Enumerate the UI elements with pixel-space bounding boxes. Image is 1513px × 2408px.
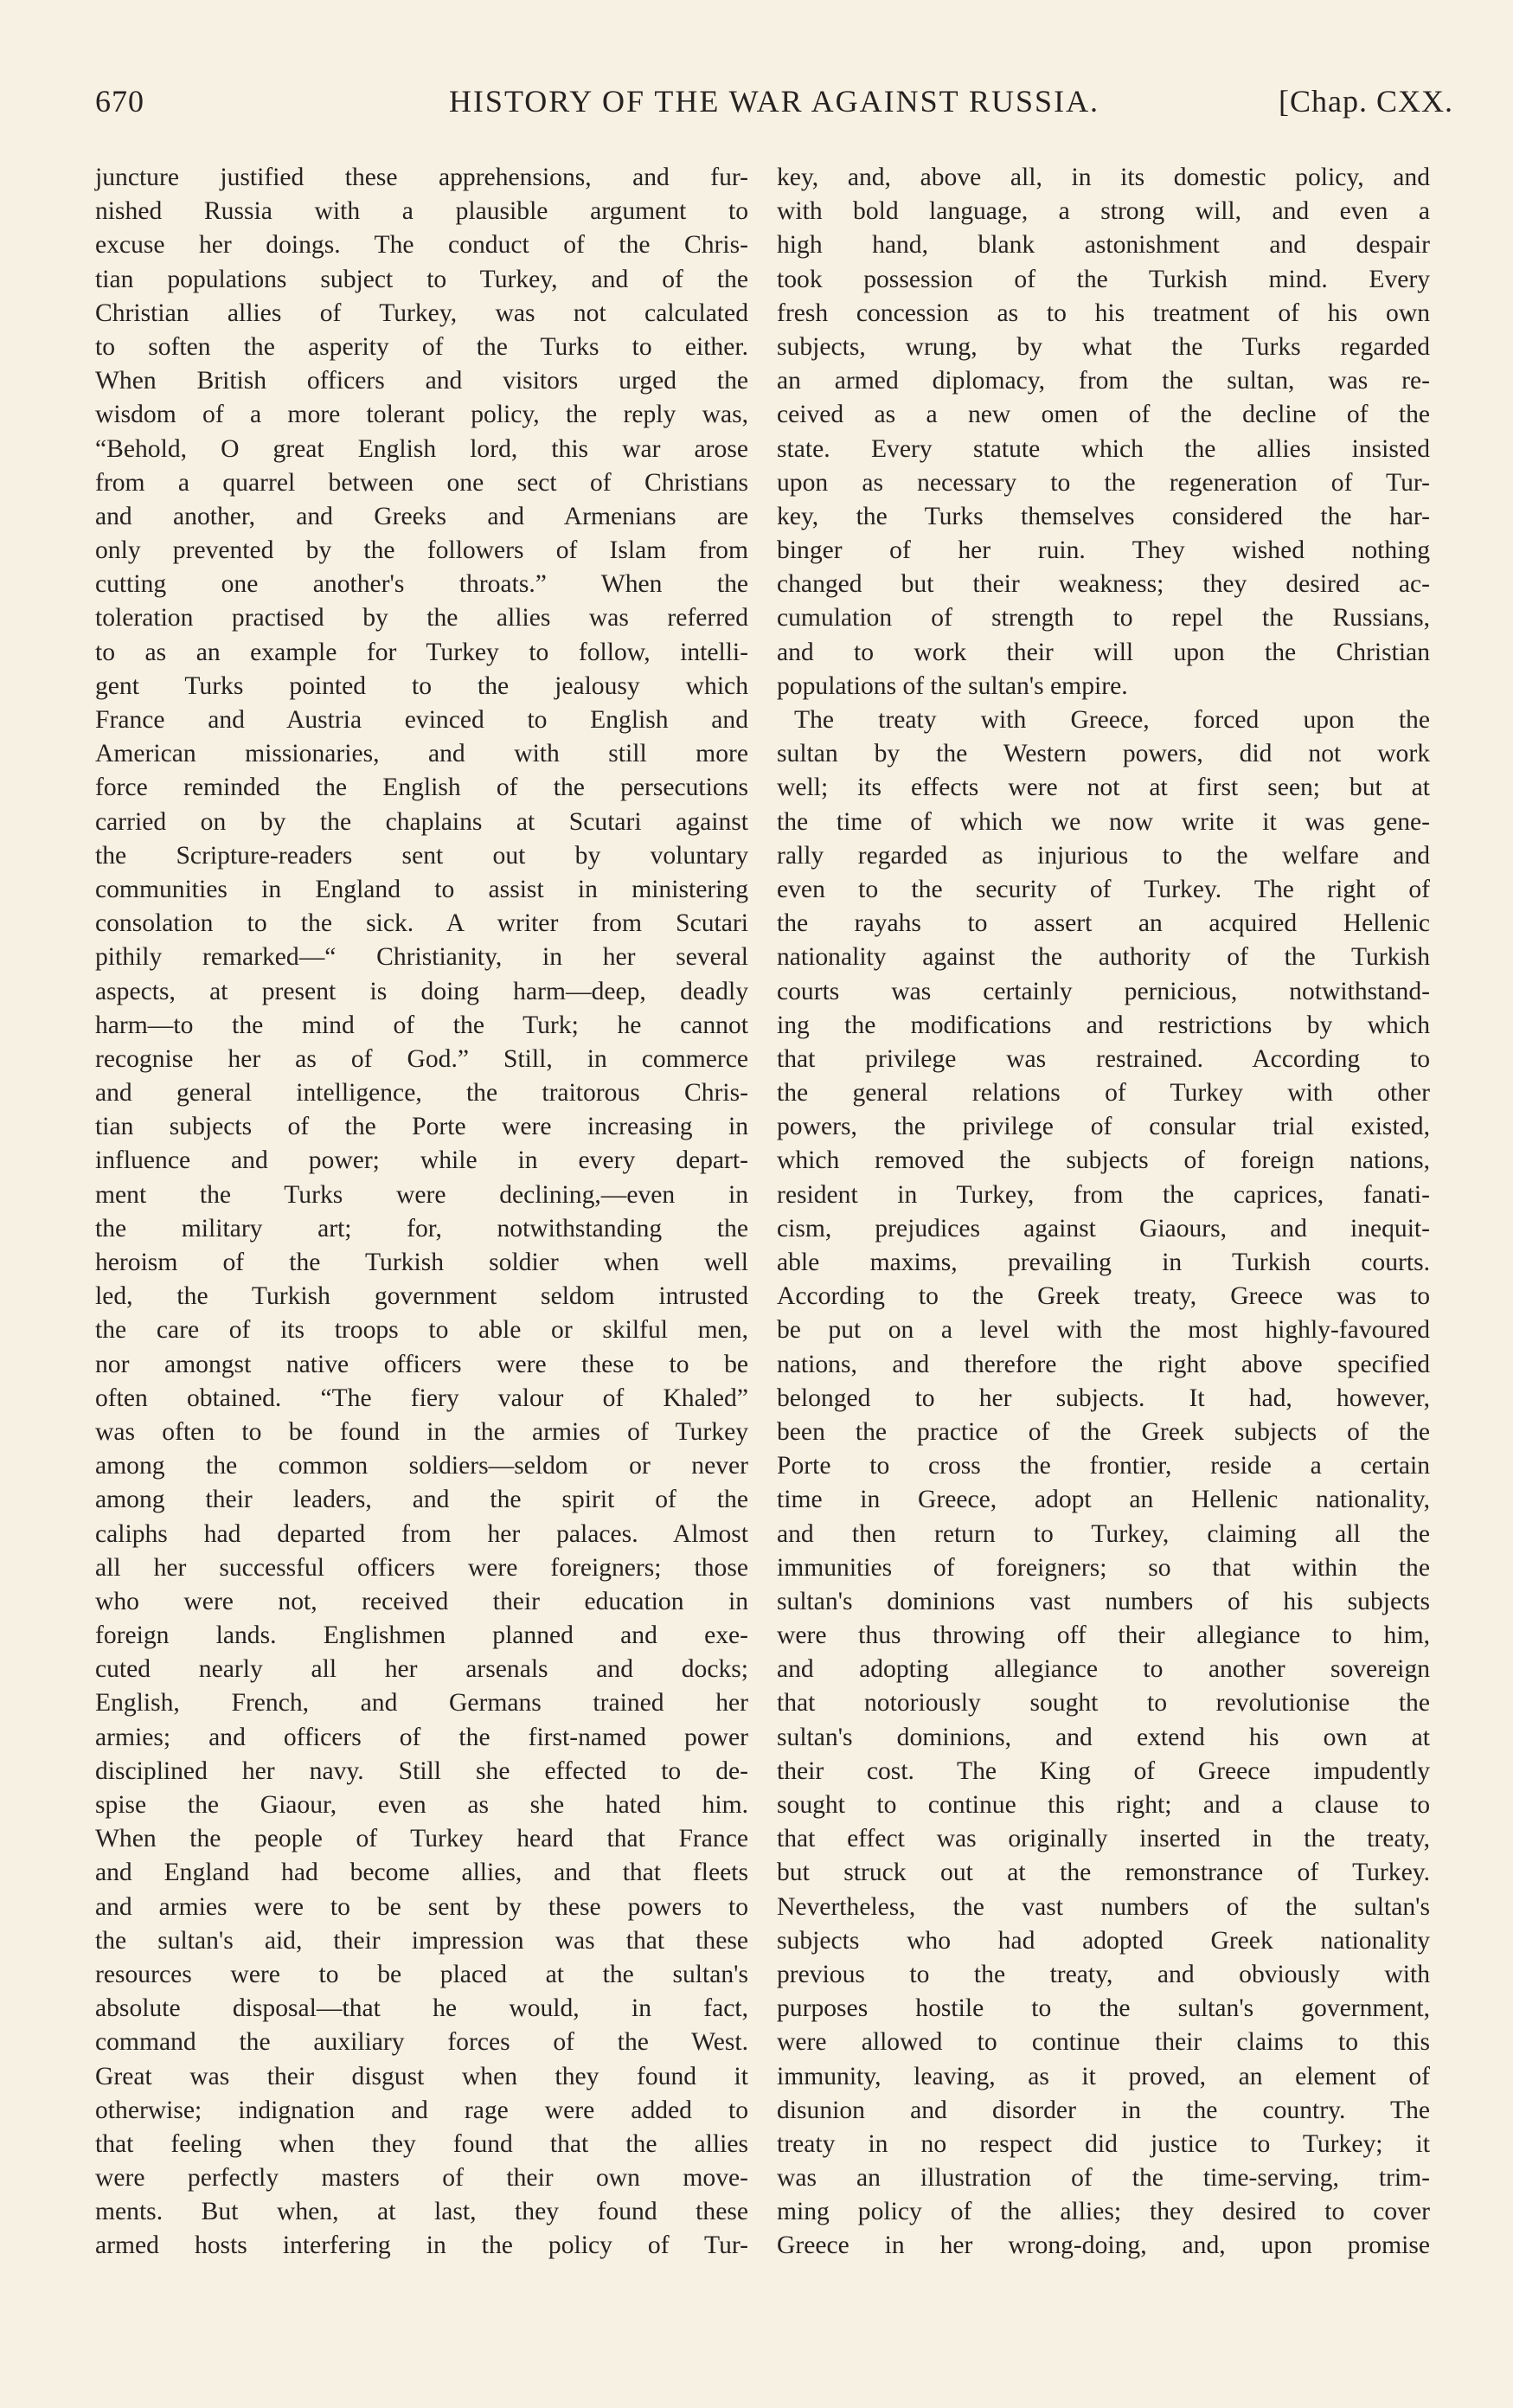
- text-line: were thus throwing off their allegiance to him,: [777, 1621, 1430, 1650]
- text-line: otherwise; indignation and rage were added to: [95, 2096, 748, 2124]
- text-line: subjects, wrung, by what the Turks regarded: [777, 332, 1430, 361]
- text-line: were allowed to continue their claims to this: [777, 2028, 1430, 2057]
- text-line: When the people of Turkey heard that France: [95, 1825, 748, 1853]
- text-line: foreign lands. Englishmen planned and exe-: [95, 1621, 748, 1650]
- text-line: but struck out at the remonstrance of Turkey.: [777, 1859, 1430, 1887]
- text-line: all her successful officers were foreigners; those: [95, 1553, 748, 1582]
- running-title: HISTORY OF THE WAR AGAINST RUSSIA.: [448, 84, 1100, 119]
- text-line: nished Russia with a plausible argument to: [95, 197, 748, 226]
- text-line: disunion and disorder in the country. The: [777, 2096, 1430, 2124]
- chapter-label: [Chap. CXX.: [1279, 84, 1453, 119]
- text-line: previous to the treaty, and obviously with: [777, 1960, 1430, 1988]
- text-line: took possession of the Turkish mind. Every: [777, 265, 1430, 293]
- text-line: tian subjects of the Porte were increasing in: [95, 1113, 748, 1141]
- text-line: the time of which we now write it was gene-: [777, 807, 1430, 836]
- text-line: and general intelligence, the traitorous Chris-: [95, 1079, 748, 1108]
- text-line: high hand, blank astonishment and despair: [777, 231, 1430, 260]
- text-line: even to the security of Turkey. The right of: [777, 875, 1430, 903]
- text-line: According to the Greek treaty, Greece was to: [777, 1282, 1430, 1311]
- text-line: immunity, leaving, as it proved, an element of: [777, 2062, 1430, 2090]
- text-line: sought to continue this right; and a clause to: [777, 1791, 1430, 1819]
- text-line: the general relations of Turkey with other: [777, 1079, 1430, 1108]
- text-line: that effect was originally inserted in the treaty,: [777, 1825, 1430, 1853]
- text-line: command the auxiliary forces of the West.: [95, 2028, 748, 2057]
- text-line: rally regarded as injurious to the welfare and: [777, 841, 1430, 870]
- text-line: cism, prejudices against Giaours, and inequit-: [777, 1214, 1430, 1243]
- text-line: among their leaders, and the spirit of the: [95, 1486, 748, 1514]
- text-line: force reminded the English of the persecutions: [95, 774, 748, 802]
- text-line: and to work their will upon the Christian: [777, 638, 1430, 666]
- text-line: harm—to the mind of the Turk; he cannot: [95, 1011, 748, 1039]
- text-line: treaty in no respect did justice to Turkey; it: [777, 2129, 1430, 2158]
- text-line: key, and, above all, in its domestic policy, and: [777, 164, 1430, 191]
- text-line: Nevertheless, the vast numbers of the sultan's: [777, 1892, 1430, 1921]
- text-line: excuse her doings. The conduct of the Chris-: [95, 231, 748, 260]
- text-line: resident in Turkey, from the caprices, fanati-: [777, 1180, 1430, 1209]
- text-line: Great was their disgust when they found it: [95, 2062, 748, 2090]
- text-line: powers, the privilege of consular trial existed,: [777, 1113, 1430, 1141]
- text-line: was often to be found in the armies of Turkey: [95, 1417, 748, 1446]
- text-line: armed hosts interfering in the policy of Tur-: [95, 2231, 748, 2260]
- text-line: was an illustration of the time-serving, trim-: [777, 2164, 1430, 2193]
- text-line: immunities of foreigners; so that within the: [777, 1553, 1430, 1582]
- text-line: with bold language, a strong will, and even a: [777, 197, 1430, 226]
- text-line: that privilege was restrained. According to: [777, 1044, 1430, 1073]
- text-line: binger of her ruin. They wished nothing: [777, 536, 1430, 565]
- text-line: The treaty with Greece, forced upon the: [794, 706, 1430, 734]
- text-line: state. Every statute which the allies insisted: [777, 434, 1430, 463]
- text-line: the rayahs to assert an acquired Hellenic: [777, 909, 1430, 938]
- text-line: subjects who had adopted Greek nationality: [777, 1926, 1430, 1955]
- text-line: recognise her as of God.” Still, in commerce: [95, 1044, 748, 1073]
- text-line: absolute disposal—that he would, in fact,: [95, 1994, 748, 2023]
- text-line: able maxims, prevailing in Turkish courts.: [777, 1249, 1430, 1276]
- text-line: and adopting allegiance to another sovereign: [777, 1655, 1430, 1684]
- text-line: cutting one another's throats.” When the: [95, 570, 748, 599]
- text-column-left: [95, 161, 748, 2264]
- text-line: were perfectly masters of their own move-: [95, 2164, 748, 2193]
- text-line: upon as necessary to the regeneration of Tur-: [777, 468, 1430, 497]
- text-line: pithily remarked—“ Christianity, in her several: [95, 943, 748, 972]
- text-line: from a quarrel between one sect of Christians: [95, 468, 748, 497]
- text-line: sultan's dominions vast numbers of his subjects: [777, 1587, 1430, 1615]
- text-line: their cost. The King of Greece impudently: [777, 1756, 1430, 1785]
- text-line: which removed the subjects of foreign nations,: [777, 1146, 1430, 1175]
- text-line: been the practice of the Greek subjects of the: [777, 1417, 1430, 1446]
- text-column-right: [777, 161, 1430, 2264]
- text-line: armies; and officers of the first-named power: [95, 1723, 748, 1751]
- text-line: time in Greece, adopt an Hellenic nationality,: [777, 1486, 1430, 1514]
- text-line: American missionaries, and with still more: [95, 740, 748, 768]
- text-line: nations, and therefore the right above specified: [777, 1350, 1430, 1378]
- text-line: carried on by the chaplains at Scutari against: [95, 807, 748, 836]
- text-line: Porte to cross the frontier, reside a certain: [777, 1452, 1430, 1480]
- text-line: led, the Turkish government seldom intrusted: [95, 1282, 748, 1311]
- text-line: heroism of the Turkish soldier when well: [95, 1249, 748, 1276]
- text-line: that feeling when they found that the allies: [95, 2129, 748, 2158]
- text-line: courts was certainly pernicious, notwithstand-: [777, 977, 1430, 1005]
- running-header: [95, 83, 1453, 126]
- text-line: ment the Turks were declining,—even in: [95, 1180, 748, 1209]
- text-line: only prevented by the followers of Islam from: [95, 536, 748, 565]
- text-line: that notoriously sought to revolutionise the: [777, 1689, 1430, 1718]
- text-line: be put on a level with the most highly-favoured: [777, 1316, 1430, 1345]
- text-line: nationality against the authority of the Turkish: [777, 943, 1430, 972]
- page-number: 670: [95, 84, 144, 119]
- text-line: sultan's dominions, and extend his own at: [777, 1723, 1430, 1751]
- text-line: English, French, and Germans trained her: [95, 1689, 748, 1718]
- text-line: nor amongst native officers were these to be: [95, 1350, 748, 1378]
- text-line: and another, and Greeks and Armenians are: [95, 502, 748, 530]
- text-line: communities in England to assist in ministering: [95, 875, 748, 903]
- text-line: fresh concession as to his treatment of his own: [777, 299, 1430, 327]
- text-line: resources were to be placed at the sultan's: [95, 1960, 748, 1988]
- text-line: purposes hostile to the sultan's government,: [777, 1994, 1430, 2023]
- text-line: disciplined her navy. Still she effected to de-: [95, 1756, 748, 1785]
- text-line: “Behold, O great English lord, this war arose: [95, 434, 748, 463]
- text-line: the military art; for, notwithstanding the: [95, 1214, 748, 1243]
- text-line: the care of its troops to able or skilful men,: [95, 1316, 748, 1345]
- text-line: aspects, at present is doing harm—deep, deadly: [95, 977, 748, 1005]
- text-line: and armies were to be sent by these powers to: [95, 1892, 748, 1921]
- text-line: key, the Turks themselves considered the har-: [777, 502, 1430, 530]
- text-line: the sultan's aid, their impression was that these: [95, 1926, 748, 1955]
- text-line: tian populations subject to Turkey, and of the: [95, 265, 748, 293]
- text-line: cuted nearly all her arsenals and docks;: [95, 1655, 748, 1684]
- text-line: the Scripture-readers sent out by voluntary: [95, 841, 748, 870]
- text-line: populations of the sultan's empire.: [777, 671, 1128, 700]
- text-line: sultan by the Western powers, did not work: [777, 740, 1430, 768]
- text-line: ceived as a new omen of the decline of the: [777, 401, 1430, 429]
- text-line: France and Austria evinced to English and: [95, 706, 748, 734]
- text-line: toleration practised by the allies was referred: [95, 604, 748, 633]
- text-line: Greece in her wrong-doing, and, upon promise: [777, 2231, 1430, 2260]
- text-line: gent Turks pointed to the jealousy which: [95, 671, 748, 700]
- text-line: wisdom of a more tolerant policy, the reply was,: [95, 401, 748, 429]
- text-line: Christian allies of Turkey, was not calculated: [95, 299, 748, 327]
- text-line: an armed diplomacy, from the sultan, was re-: [777, 367, 1430, 395]
- text-line: often obtained. “The fiery valour of Khaled”: [95, 1384, 748, 1412]
- text-line: well; its effects were not at first seen; but at: [777, 774, 1430, 802]
- text-line: influence and power; while in every depart-: [95, 1146, 748, 1175]
- text-line: changed but their weakness; they desired ac-: [777, 570, 1430, 599]
- text-line: spise the Giaour, even as she hated him.: [95, 1791, 748, 1819]
- text-line: who were not, received their education in: [95, 1587, 748, 1615]
- text-line: cumulation of strength to repel the Russians,: [777, 604, 1430, 633]
- text-line: to as an example for Turkey to follow, intelli-: [95, 638, 748, 666]
- text-line: ments. But when, at last, they found these: [95, 2198, 748, 2226]
- text-line: consolation to the sick. A writer from Scutari: [95, 909, 748, 938]
- text-line: ming policy of the allies; they desired to cover: [777, 2198, 1430, 2226]
- text-line: belonged to her subjects. It had, however,: [777, 1384, 1430, 1412]
- text-line: and then return to Turkey, claiming all the: [777, 1519, 1430, 1548]
- text-line: among the common soldiers—seldom or never: [95, 1452, 748, 1480]
- text-line: ing the modifications and restrictions by which: [777, 1011, 1430, 1039]
- text-line: caliphs had departed from her palaces. Almost: [95, 1519, 748, 1548]
- text-line: When British officers and visitors urged the: [95, 367, 748, 395]
- text-line: juncture justified these apprehensions, and fur-: [95, 164, 748, 191]
- text-line: to soften the asperity of the Turks to either.: [95, 332, 748, 361]
- text-line: and England had become allies, and that fleets: [95, 1859, 748, 1887]
